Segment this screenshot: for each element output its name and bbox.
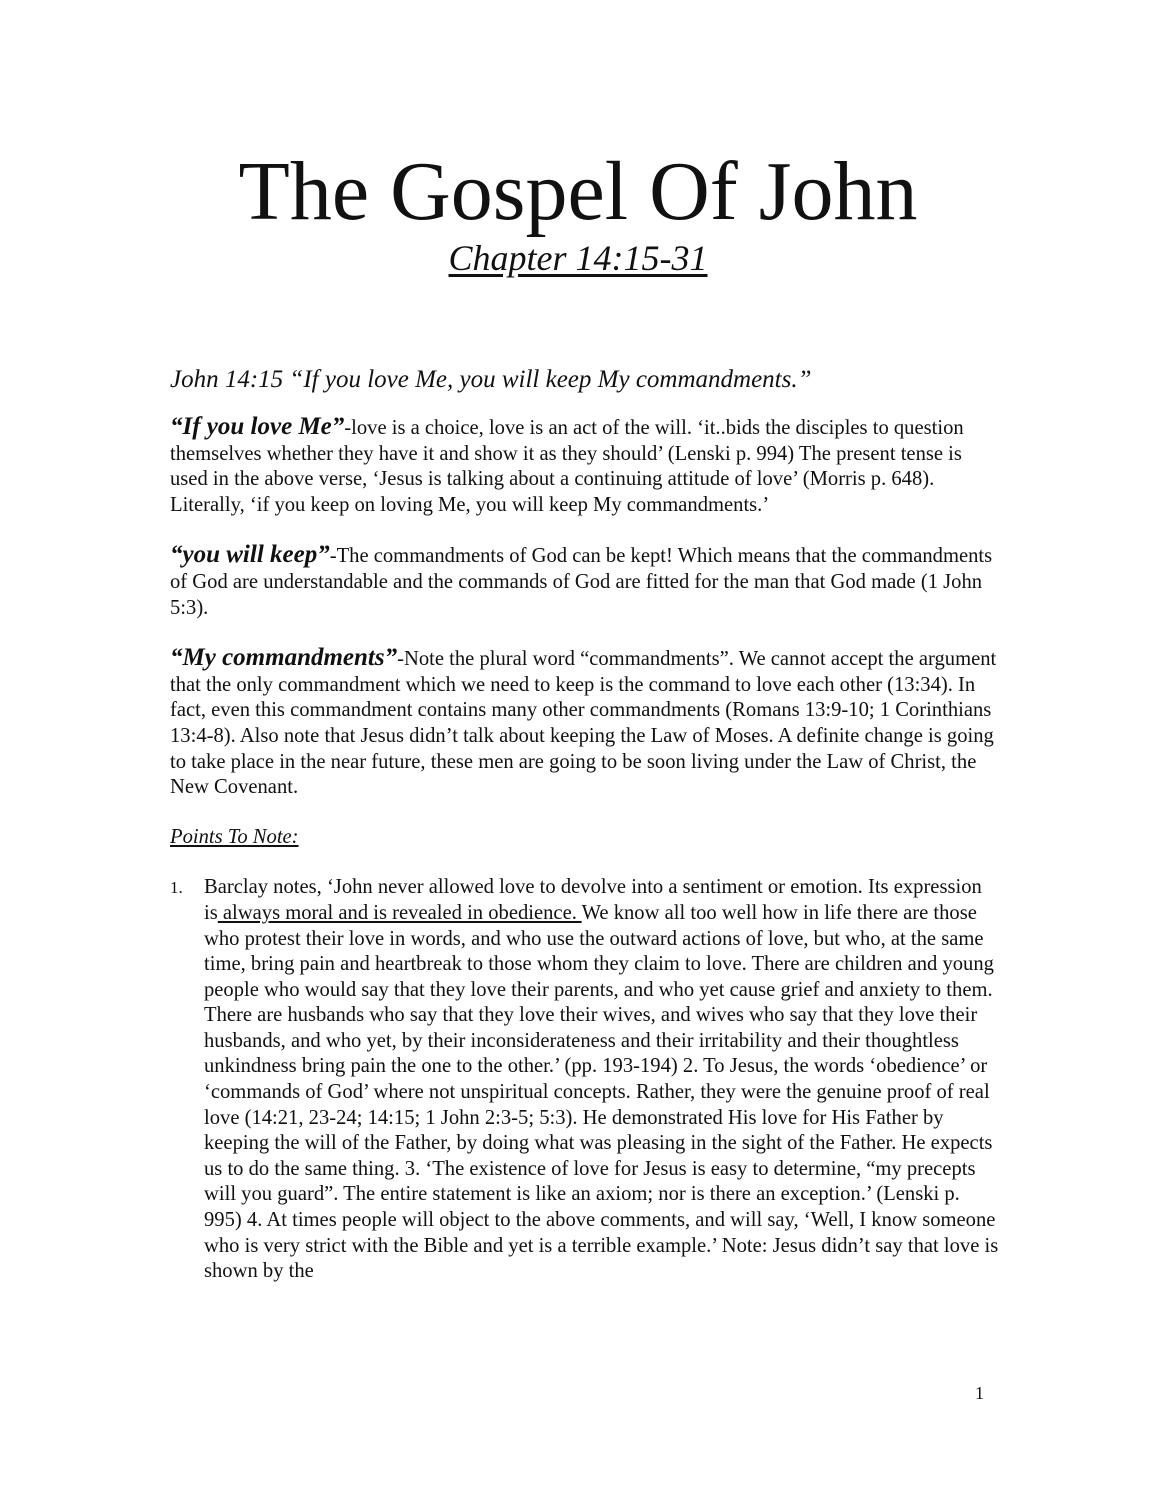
- document-body: [170, 364, 1000, 1285]
- point-text-after: We know all too well how in life there are those who protest their love in words, and who use the outward actions of love, but who, at the same time, bring pain and heartbreak to those whom they claim to love. There are children and young people who would say that they love their parents, and who yet cause grief and anxiety to them. There are husbands who say that they love their wives, and wives who say that they love their husbands, and who yet, by their inconsiderateness and their irritability and their thoughtless unkindness bring pain the one to the other.’ (pp. 193-194) 2. To Jesus, the words ‘obedience’ or ‘commands of God’ where not unspiritual concepts. Rather, they were the genuine proof of real love (14:21, 23-24; 14:15; 1 John 2:3-5; 5:3). He demonstrated His love for His Father by keeping the will of the Father, by doing what was pleasing in the sight of the Father. He expects us to do the same thing. 3. ‘The existence of love for Jesus is easy to determine, “my precepts will you guard”. The entire statement is like an axiom; nor is there an exception.’ (Lenski p. 995) 4. At times people will object to the above comments, and will say, ‘Well, I know someone who is very strict with the Bible and yet is a terrible example.’ Note: Jesus didn’t say that love is shown by the: [204, 901, 999, 1283]
- list-item-number: 1.: [170, 878, 183, 898]
- section-term: “you will keep”: [170, 541, 330, 569]
- section-term: “If you love Me”: [170, 413, 345, 440]
- section-if-you-love-me: [170, 414, 1000, 518]
- verse-quote: John 14:15 “If you love Me, you will keep My commandments.”: [170, 366, 812, 393]
- section-text: -love is a choice, love is an act of the will. ‘it..bids the disciples to question themselves whether they have it and show it as they should’ (Lenski p. 994) The present tense is used in the above verse, ‘Jesus is talking about a continuing attitude of love’ (Morris p. 648). Literally, ‘if you keep on loving Me, you will keep My commandments.’: [170, 417, 964, 516]
- list-item: [170, 875, 1000, 1285]
- section-term: “My commandments”: [170, 644, 398, 672]
- list-item-text: [204, 875, 1000, 1285]
- point-text-before: Barclay notes, ‘John never allowed love to devolve into a sentiment or emotion. Its expression is: [204, 876, 982, 924]
- section-text: -The commandments of God can be kept! Which means that the commandments of God are understandable and the commands of God are fitted for the man that God made (1 John 5:3).: [170, 545, 993, 619]
- points-list: [170, 875, 1000, 1285]
- section-you-will-keep: [170, 542, 1000, 621]
- chapter-subtitle: Chapter 14:15-31: [448, 238, 708, 278]
- section-my-commandments: [170, 645, 1000, 801]
- page-number: 1: [975, 1383, 984, 1403]
- points-heading: Points To Note:: [170, 825, 299, 848]
- page-title: The Gospel Of John: [238, 145, 918, 238]
- section-text: -Note the plural word “commandments”. We cannot accept the argument that the only commandment which we need to keep is the command to love each other (13:34). In fact, even this commandment contains many other commandments (Romans 13:9-10; 1 Corinthians 13:4-8). Also note that Jesus didn’t talk about keeping the Law of Moses. A definite change is going to take place in the near future, these men are going to be soon living under the Law of Christ, the New Covenant.: [170, 648, 997, 799]
- point-text-underlined: always moral and is revealed in obedience.: [217, 901, 582, 924]
